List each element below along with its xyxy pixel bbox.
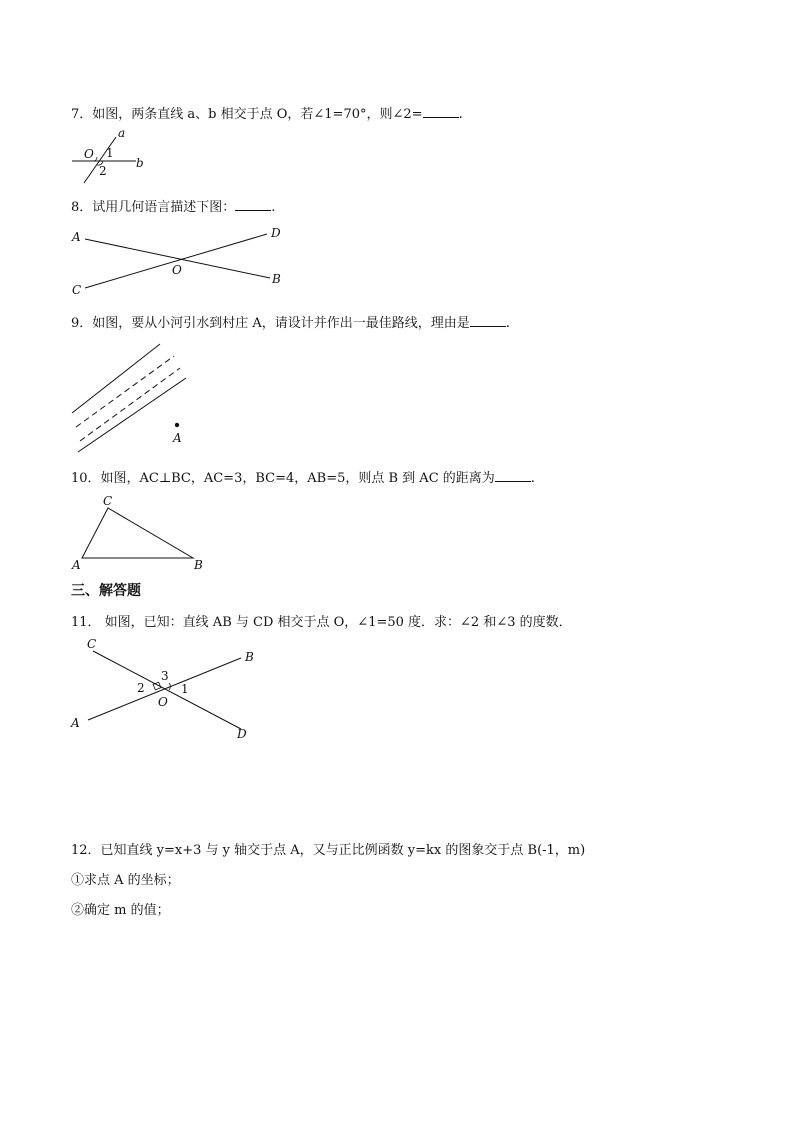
q11-label-a: A (71, 716, 80, 730)
q10-label-c: C (103, 494, 113, 508)
q7-label-a: a (118, 126, 126, 140)
q7-label-b: b (136, 156, 144, 170)
q8-label-a: A (72, 230, 81, 244)
q11-label-b: B (245, 650, 254, 664)
question-10-text: 10．如图，AC⊥BC，AC=3，BC=4，AB=5，则点 B 到 AC 的距离为 (71, 471, 495, 486)
question-8-text: 8．试用几何语言描述下图： (71, 200, 236, 215)
q11-label-o: O (158, 695, 168, 709)
q9-figure (68, 340, 198, 450)
q8-label-o: O (172, 263, 182, 277)
section-3-title: 三、解答题 (71, 583, 141, 599)
question-7: 7．如图，两条直线 a、b 相交于点 O，若∠1=70°，则∠2= . (71, 107, 463, 122)
q9-label-a: A (173, 431, 182, 445)
answer-blank-9[interactable] (470, 314, 506, 327)
q10-figure (68, 492, 213, 572)
question-8: 8．试用几何语言描述下图： . (71, 200, 276, 215)
question-12-part-1: ①求点 A 的坐标； (71, 873, 180, 888)
q11-angle-3: 3 (161, 669, 169, 683)
q11-label-d: D (237, 727, 247, 741)
q8-label-c: C (72, 283, 82, 297)
q9-village-point (175, 423, 179, 427)
q8-label-b: B (272, 272, 281, 286)
question-10: 10．如图，AC⊥BC，AC=3，BC=4，AB=5，则点 B 到 AC 的距离为 . (71, 471, 535, 486)
question-9-text: 9．如图，要从小河引水到村庄 A，请设计并作出一最佳路线，理由是 (71, 316, 470, 331)
q7-angle-1: 1 (106, 146, 114, 160)
question-12 (71, 843, 585, 859)
q8-figure (65, 222, 295, 302)
q7-label-o: O (84, 147, 94, 161)
question-12-part-2: ②确定 m 的值； (71, 903, 170, 918)
q11-label-c: C (87, 637, 97, 651)
question-7-text: 7．如图，两条直线 a、b 相交于点 O，若∠1=70°，则∠2= (71, 107, 423, 122)
answer-blank-8[interactable] (235, 198, 271, 211)
q7-figure (70, 125, 160, 185)
question-9: 9．如图，要从小河引水到村庄 A，请设计并作出一最佳路线，理由是 . (71, 316, 510, 331)
question-11 (71, 615, 572, 631)
question-11-text: 11． 如图，已知：直线 AB 与 CD 相交于点 O，∠1=50 度．求：∠2 和∠3 的度数． (71, 615, 572, 630)
q8-label-d: D (271, 226, 281, 240)
answer-blank-10[interactable] (495, 469, 531, 482)
answer-blank-7[interactable] (423, 105, 459, 118)
q10-label-a: A (72, 558, 81, 572)
q11-figure (65, 633, 275, 743)
q10-label-b: B (194, 558, 203, 572)
q7-angle-2: 2 (99, 164, 107, 178)
question-12-text: 12．已知直线 y=x+3 与 y 轴交于点 A，又与正比例函数 y=kx 的图象交于点 B(-1，m) (71, 843, 586, 858)
q11-angle-2: 2 (137, 681, 145, 695)
q11-angle-1: 1 (181, 682, 189, 696)
